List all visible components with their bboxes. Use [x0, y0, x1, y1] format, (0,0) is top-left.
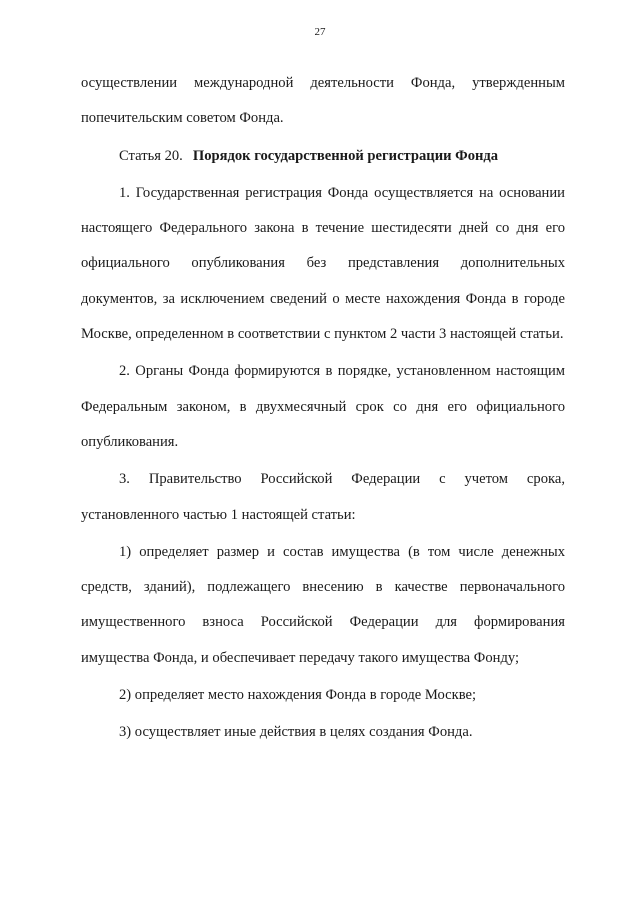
page-number: 27 [314, 26, 326, 38]
list-item-1: 1) определяет размер и состав имущества (в том числе денежных средств, зданий), подлежащего внесению в качестве первоначального имущественного взноса Российской Федерации для формирования имущества Фонда, и обеспечивает передачу такого имущества Фонду; [81, 543, 565, 666]
paragraph-1: 1. Государственная регистрация Фонда осуществляется на основании настоящего Федерального закона в течение шестидесяти дней со дня его официального опубликования без представления дополнительных документов, за исключением сведений о месте нахождения Фонда в городе Москве, определенном в соответствии с пунктом 2 части 3 настоящей статьи. [81, 184, 565, 343]
article-title: Порядок государственной регистрации Фонда [192, 147, 499, 164]
paragraph-3: 3. Правительство Российской Федерации с учетом срока, установленного частью 1 настоящей статьи: [81, 471, 565, 523]
intro-paragraph: осуществлении международной деятельности Фонда, утвержденным попечительским советом Фонда. [81, 75, 565, 127]
document-body [81, 66, 565, 751]
list-item-2: 2) определяет место нахождения Фонда в городе Москве; [119, 687, 477, 704]
paragraph-2: 2. Органы Фонда формируются в порядке, установленном настоящим Федеральным законом, в двухмесячный срок со дня его официального опубликования. [81, 363, 565, 450]
article-heading [81, 139, 565, 174]
article-number: Статья 20. [119, 147, 183, 164]
list-item-3: 3) осуществляет иные действия в целях создания Фонда. [119, 724, 473, 741]
